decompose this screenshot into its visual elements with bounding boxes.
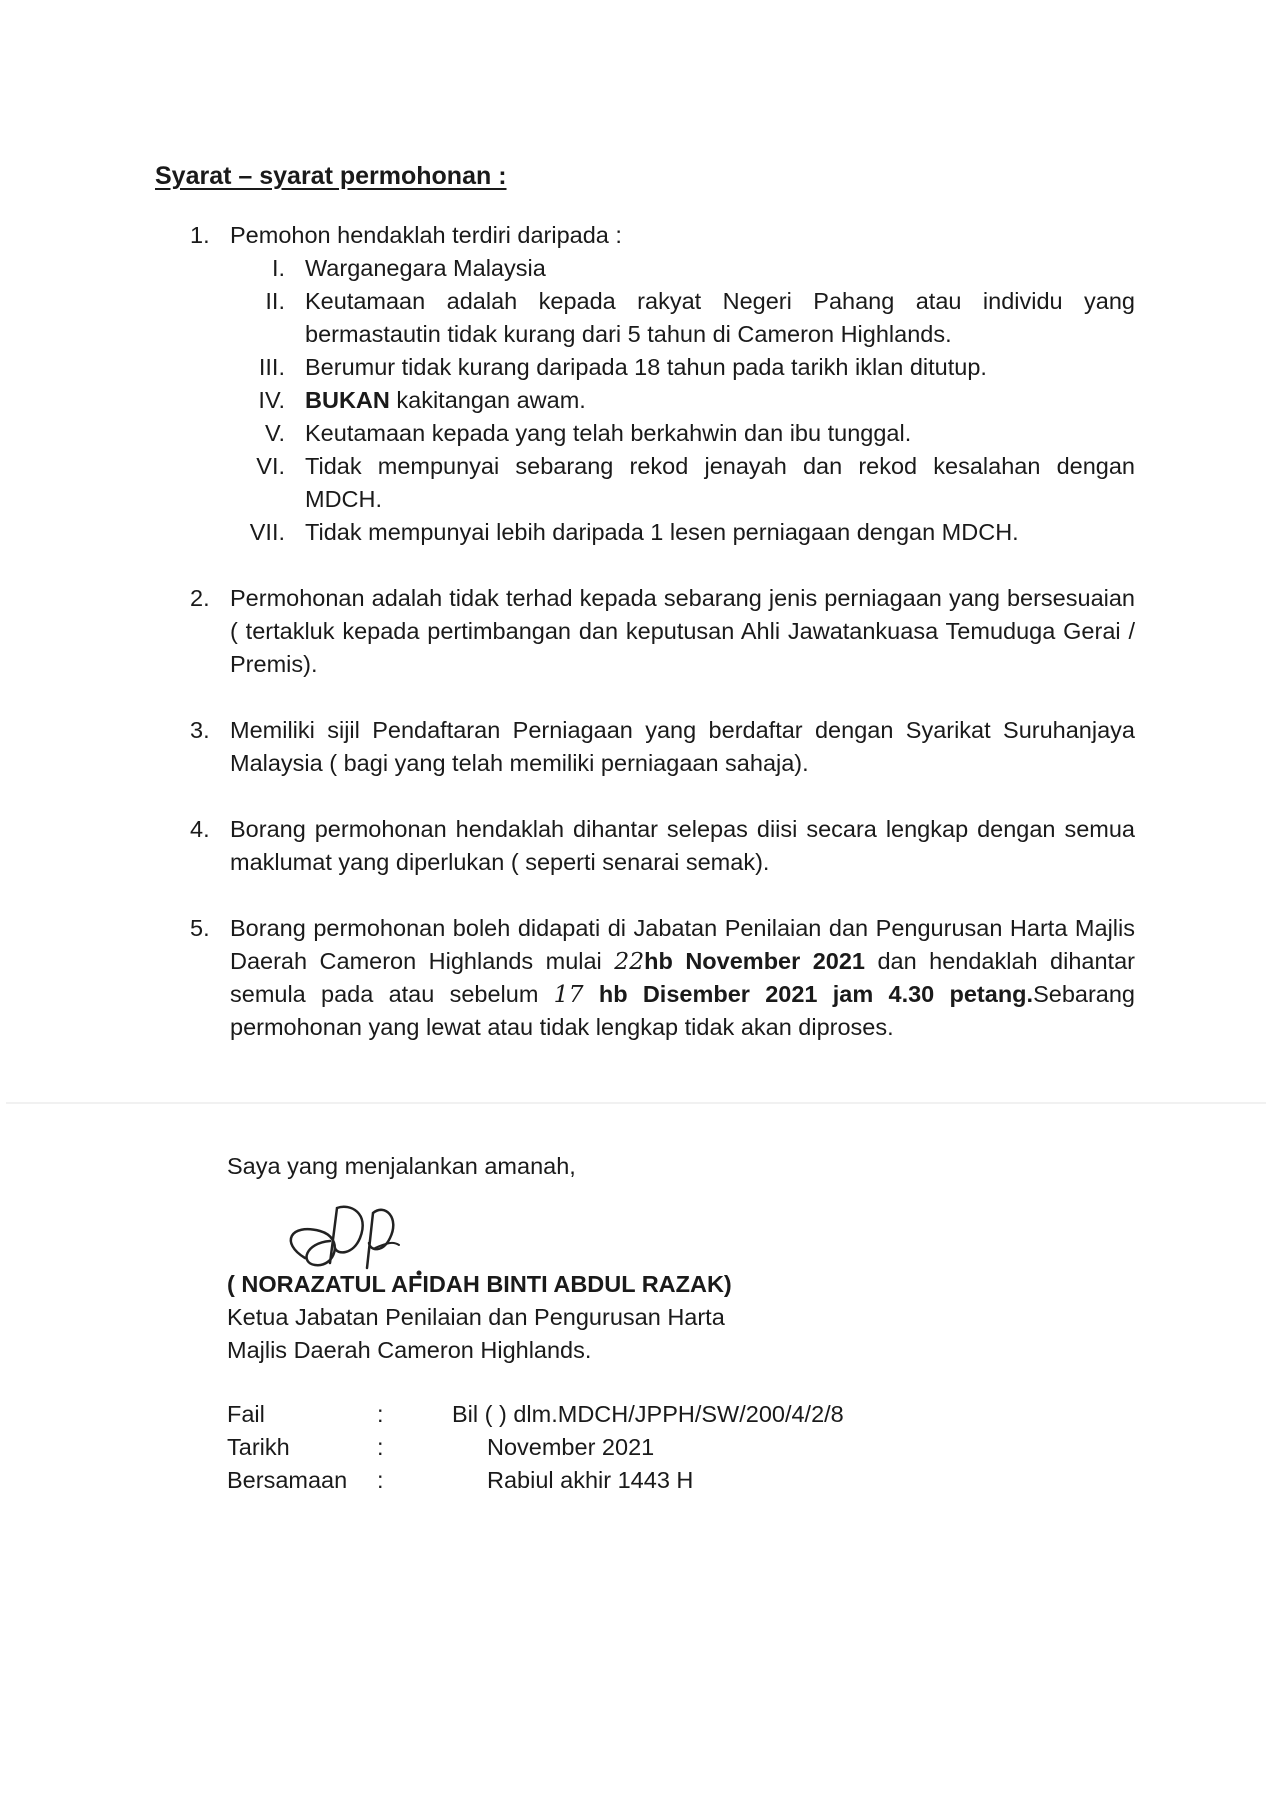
requirement-item-1 — [190, 219, 1135, 549]
roman-numeral: II. — [265, 288, 285, 314]
item-text — [230, 912, 1135, 1044]
roman-numeral: V. — [264, 420, 285, 446]
sub-item-text: Berumur tidak kurang daripada 18 tahun pada tarikh iklan ditutup. — [305, 354, 987, 380]
scan-divider-line — [6, 1102, 1266, 1104]
roman-numeral: I. — [271, 255, 285, 281]
roman-numeral: IV. — [258, 387, 285, 413]
sub-item-text: Warganegara Malaysia — [305, 255, 546, 281]
sub-item-3 — [230, 351, 1135, 384]
handwritten-day: 22 — [614, 947, 645, 975]
signatory-organisation: Majlis Daerah Cameron Highlands. — [227, 1337, 592, 1363]
requirements-list — [190, 219, 1135, 1044]
sub-item-text: kakitangan awam. — [389, 387, 586, 413]
item-text: Borang permohonan hendaklah dihantar selepas diisi secara lengkap dengan semua maklumat yang diperlukan ( seperti senarai semak). — [230, 816, 1135, 875]
requirement-item-4 — [190, 813, 1135, 879]
item-number: 2. — [190, 585, 210, 611]
item-number: 4. — [190, 816, 210, 842]
sub-item-4 — [230, 384, 1135, 417]
item-number: 1. — [190, 222, 210, 248]
closing-line: Saya yang menjalankan amanah, — [227, 1153, 576, 1179]
sub-requirements-list — [230, 252, 1135, 549]
reference-colon: : — [377, 1401, 384, 1427]
sub-item-5 — [230, 417, 1135, 450]
requirement-item-3 — [190, 714, 1135, 780]
sub-item-text: Keutamaan adalah kepada rakyat Negeri Pahang atau individu yang bermastautin tidak kurang dari 5 tahun di Cameron Highlands. — [305, 288, 1135, 347]
sub-item-7 — [230, 516, 1135, 549]
item-text: Permohonan adalah tidak terhad kepada sebarang jenis perniagaan yang bersesuaian ( tertakluk kepada pertimbangan dan keputusan Ahli Jawatankuasa Temuduga Gerai / Premis). — [230, 585, 1135, 677]
item-text-part: Borang permohonan boleh didapati di Jabatan Penilaian dan Pengurusan Harta Majlis Daerah Cameron Highlands mulai — [230, 915, 1135, 974]
reference-label: Tarikh — [227, 1434, 290, 1460]
reference-value: November 2021 — [487, 1434, 655, 1460]
reference-colon: : — [377, 1467, 384, 1493]
reference-value: Bil ( ) dlm.MDCH/JPPH/SW/200/4/2/8 — [452, 1401, 844, 1427]
reference-value: Rabiul akhir 1443 H — [487, 1467, 694, 1493]
item-number: 3. — [190, 717, 210, 743]
roman-numeral: VII. — [249, 519, 285, 545]
sub-item-6 — [230, 450, 1135, 516]
item-text-part: Sebarang permohonan yang lewat atau tidak lengkap tidak akan diproses. — [230, 981, 1135, 1040]
emphasis-text: hb Disember 2021 jam 4.30 petang. — [583, 981, 1034, 1007]
item-number: 5. — [190, 915, 210, 941]
signatory-name: ( NORAZATUL AFIDAH BINTI ABDUL RAZAK) — [227, 1271, 732, 1297]
reference-label: Bersamaan — [227, 1467, 348, 1493]
sub-item-1 — [230, 252, 1135, 285]
handwritten-day: 17 — [553, 980, 584, 1008]
emphasis-text: hb November 2021 — [644, 948, 865, 974]
reference-label: Fail — [227, 1401, 265, 1427]
requirement-item-2 — [190, 582, 1135, 681]
page-heading: Syarat – syarat permohonan : — [155, 162, 507, 190]
sub-item-2 — [230, 285, 1135, 351]
sub-item-text: Keutamaan kepada yang telah berkahwin dan ibu tunggal. — [305, 420, 912, 446]
emphasis-text: BUKAN — [305, 387, 390, 413]
signatory-block — [227, 1268, 732, 1367]
roman-numeral: III. — [258, 354, 285, 380]
item-text: Memiliki sijil Pendaftaran Perniagaan yang berdaftar dengan Syarikat Suruhanjaya Malaysia ( bagi yang telah memiliki perniagaan sahaja). — [230, 717, 1135, 776]
signatory-title: Ketua Jabatan Penilaian dan Pengurusan Harta — [227, 1304, 725, 1330]
sub-item-text: Tidak mempunyai sebarang rekod jenayah dan rekod kesalahan dengan MDCH. — [305, 453, 1135, 512]
reference-colon: : — [377, 1434, 384, 1460]
item-text: Pemohon hendaklah terdiri daripada : — [230, 222, 622, 248]
item-text-part: dan hendaklah dihantar semula pada atau sebelum — [230, 948, 1135, 1007]
roman-numeral: VI. — [256, 453, 285, 479]
requirement-item-5 — [190, 912, 1135, 1044]
sub-item-text: Tidak mempunyai lebih daripada 1 lesen perniagaan dengan MDCH. — [305, 519, 1019, 545]
